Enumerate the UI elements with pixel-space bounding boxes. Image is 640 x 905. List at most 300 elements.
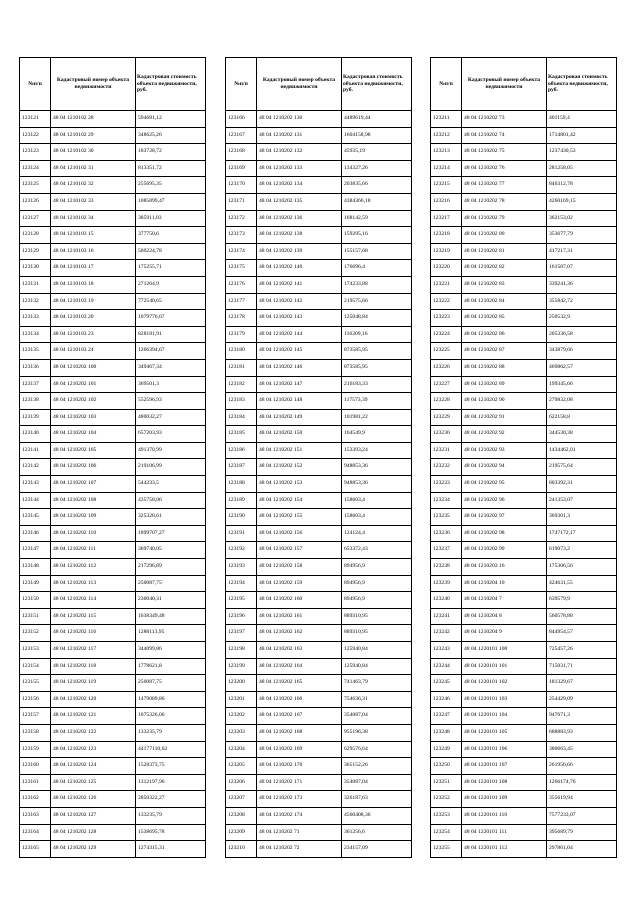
cadastral-value-cell: 955196,38 (342, 724, 412, 741)
cadastral-number-cell: 48 04 1210202 143 (257, 310, 342, 327)
cadastral-value-cell: 385911,03 (136, 210, 206, 227)
row-number-cell: 123162 (20, 791, 51, 808)
row-number-cell: 123180 (226, 343, 257, 360)
cadastral-number-cell: 48 04 1210202 75 (462, 144, 547, 161)
cadastral-value-cell: 4384366,18 (342, 193, 412, 210)
row-number-cell: 123142 (20, 459, 51, 476)
row-number-cell: 123239 (431, 575, 462, 592)
cadastral-number-cell: 48 04 1210202 171 (257, 774, 342, 791)
cadastral-value-cell: 125048,84 (342, 310, 412, 327)
table-row (20, 608, 206, 625)
row-number-cell: 123240 (431, 592, 462, 609)
row-number-cell: 123139 (20, 409, 51, 426)
cadastral-value-cell: 813351,72 (136, 160, 206, 177)
row-number-cell: 123145 (20, 509, 51, 526)
cadastral-value-cell: 889310,95 (342, 608, 412, 625)
table-row (20, 359, 206, 376)
cadastral-number-cell: 48 04 1210202 98 (462, 525, 547, 542)
cadastral-number-cell: 48 04 1220101 107 (462, 758, 547, 775)
row-number-cell: 123168 (226, 144, 257, 161)
cadastral-value-cell: 1528373,75 (136, 758, 206, 775)
row-number-cell: 123196 (226, 608, 257, 625)
cadastral-value-cell: 1079776,67 (136, 310, 206, 327)
cadastral-value-cell: 133235,79 (136, 807, 206, 824)
row-number-cell: 123212 (431, 127, 462, 144)
cadastral-value-cell: 715031,71 (547, 658, 617, 675)
row-number-cell: 123229 (431, 409, 462, 426)
row-number-cell: 123155 (20, 675, 51, 692)
row-number-cell: 123221 (431, 276, 462, 293)
cadastral-number-cell: 48 04 1210202 126 (51, 791, 136, 808)
cadastral-value-cell: 134327,26 (342, 160, 412, 177)
row-number-cell: 123214 (431, 160, 462, 177)
cadastral-value-cell: 1899707,27 (136, 525, 206, 542)
row-number-cell: 123245 (431, 675, 462, 692)
header-num: №п/п (431, 58, 462, 111)
table-row (20, 492, 206, 509)
cadastral-number-cell: 48 04 1210202 166 (257, 691, 342, 708)
header-cadastral-number: Кадастровый номер объекта недвижимости (51, 58, 136, 111)
row-number-cell: 123228 (431, 393, 462, 410)
cadastral-number-cell: 48 04 1210202 157 (257, 542, 342, 559)
row-number-cell: 123210 (226, 841, 257, 858)
cadastral-value-cell: 1604158,98 (342, 127, 412, 144)
table-row (20, 260, 206, 277)
table-row (226, 525, 412, 542)
cadastral-number-cell: 48 04 1210202 150 (257, 426, 342, 443)
cadastral-value-cell: 846312,78 (547, 177, 617, 194)
cadastral-number-cell: 48 04 1210103 16 (51, 243, 136, 260)
row-number-cell: 123243 (431, 642, 462, 659)
row-number-cell: 123136 (20, 359, 51, 376)
cadastral-value-cell: 219106,99 (136, 459, 206, 476)
table-row (20, 625, 206, 642)
table-row (20, 459, 206, 476)
cadastral-value-cell: 560224,78 (136, 243, 206, 260)
row-number-cell: 123161 (20, 774, 51, 791)
table-row (431, 326, 617, 343)
row-number-cell: 123156 (20, 691, 51, 708)
cadastral-value-cell: 361256,6 (342, 824, 412, 841)
table-row (431, 575, 617, 592)
cadastral-value-cell: 894956,9 (342, 559, 412, 576)
cadastral-number-cell: 48 04 1210202 94 (462, 459, 547, 476)
table-row (431, 824, 617, 841)
cadastral-value-cell: 159295,16 (342, 227, 412, 244)
row-number-cell: 123249 (431, 741, 462, 758)
cadastral-number-cell: 48 04 1210102 34 (51, 210, 136, 227)
cadastral-value-cell: 1288113,95 (136, 625, 206, 642)
table-header-row (431, 58, 617, 111)
cadastral-value-cell: 325328,61 (136, 509, 206, 526)
cadastral-table-1 (19, 57, 206, 858)
cadastral-value-cell: 948853,36 (342, 476, 412, 493)
table-row (226, 492, 412, 509)
table-row (226, 708, 412, 725)
row-number-cell: 123251 (431, 774, 462, 791)
cadastral-number-cell: 48 04 1210202 153 (257, 476, 342, 493)
cadastral-value-cell: 250087,75 (136, 575, 206, 592)
table-row (226, 824, 412, 841)
cadastral-value-cell: 725457,26 (547, 642, 617, 659)
cadastral-value-cell: 219575,64 (547, 459, 617, 476)
row-number-cell: 123204 (226, 741, 257, 758)
row-number-cell: 123124 (20, 160, 51, 177)
row-number-cell: 123211 (431, 111, 462, 128)
cadastral-value-cell: 124124,4 (342, 525, 412, 542)
cadastral-number-cell: 48 04 1210202 91 (462, 409, 547, 426)
cadastral-value-cell: 155157,68 (342, 243, 412, 260)
cadastral-value-cell: 158603,4 (342, 509, 412, 526)
table-row (20, 658, 206, 675)
row-number-cell: 123140 (20, 426, 51, 443)
cadastral-number-cell: 48 04 1210202 71 (257, 824, 342, 841)
table-row (226, 841, 412, 858)
row-number-cell: 123224 (431, 326, 462, 343)
row-number-cell: 123172 (226, 210, 257, 227)
cadastral-value-cell: 552596,93 (136, 393, 206, 410)
cadastral-value-cell: 241353,07 (547, 492, 617, 509)
cadastral-value-cell: 828181,91 (136, 326, 206, 343)
cadastral-value-cell: 469862,57 (547, 359, 617, 376)
table-row (431, 127, 617, 144)
row-number-cell: 123242 (431, 625, 462, 642)
row-number-cell: 123129 (20, 243, 51, 260)
cadastral-number-cell: 48 04 1210202 135 (257, 193, 342, 210)
table-row (20, 210, 206, 227)
row-number-cell: 123189 (226, 492, 257, 509)
row-number-cell: 123222 (431, 293, 462, 310)
cadastral-value-cell: 424631,55 (547, 575, 617, 592)
cadastral-number-cell: 48 04 1210202 163 (257, 642, 342, 659)
table-header-row (226, 58, 412, 111)
table-row (20, 841, 206, 858)
row-number-cell: 123201 (226, 691, 257, 708)
cadastral-number-cell: 48 04 1210202 146 (257, 359, 342, 376)
cadastral-number-cell: 48 04 1210202 121 (51, 708, 136, 725)
cadastral-number-cell: 48 04 1210202 92 (462, 426, 547, 443)
cadastral-value-cell: 344530,38 (547, 426, 617, 443)
row-number-cell: 123220 (431, 260, 462, 277)
table-row (20, 592, 206, 609)
cadastral-number-cell: 48 04 1210202 133 (257, 160, 342, 177)
table-row (226, 227, 412, 244)
cadastral-number-cell: 48 04 1210203 16 (462, 559, 547, 576)
cadastral-value-cell: 1266394,67 (136, 343, 206, 360)
cadastral-value-cell: 688883,93 (547, 724, 617, 741)
cadastral-value-cell: 435758,06 (136, 492, 206, 509)
cadastral-value-cell: 174233,88 (342, 276, 412, 293)
table-row (226, 741, 412, 758)
row-number-cell: 123226 (431, 359, 462, 376)
cadastral-number-cell: 48 04 1210202 104 (51, 426, 136, 443)
cadastral-number-cell: 48 04 1210202 77 (462, 177, 547, 194)
table-row (20, 791, 206, 808)
cadastral-number-cell: 48 04 1210204 10 (462, 575, 547, 592)
cadastral-number-cell: 48 04 1210202 154 (257, 492, 342, 509)
cadastral-number-cell: 48 04 1210202 84 (462, 293, 547, 310)
table-row (431, 193, 617, 210)
table-row (20, 111, 206, 128)
table-row (226, 807, 412, 824)
row-number-cell: 123225 (431, 343, 462, 360)
row-number-cell: 123215 (431, 177, 462, 194)
cadastral-number-cell: 48 04 1210202 120 (51, 691, 136, 708)
table-row (431, 492, 617, 509)
cadastral-value-cell: 297861,04 (547, 841, 617, 858)
table-row (226, 326, 412, 343)
row-number-cell: 123194 (226, 575, 257, 592)
row-number-cell: 123176 (226, 276, 257, 293)
row-number-cell: 123150 (20, 592, 51, 609)
cadastral-value-cell: 175306,56 (547, 559, 617, 576)
table-row (431, 293, 617, 310)
table-row (431, 758, 617, 775)
row-number-cell: 123185 (226, 426, 257, 443)
cadastral-number-cell: 48 04 1210202 88 (462, 359, 547, 376)
table-row (20, 376, 206, 393)
table-row (431, 376, 617, 393)
table-row (20, 343, 206, 360)
row-number-cell: 123128 (20, 227, 51, 244)
row-number-cell: 123207 (226, 791, 257, 808)
table-row (20, 525, 206, 542)
cadastral-number-cell: 48 04 1210202 138 (257, 227, 342, 244)
table-row (431, 774, 617, 791)
cadastral-value-cell: 947671,3 (547, 708, 617, 725)
table-row (20, 675, 206, 692)
cadastral-number-cell: 48 04 1210202 74 (462, 127, 547, 144)
cadastral-value-cell: 395689,79 (547, 824, 617, 841)
row-number-cell: 123182 (226, 376, 257, 393)
cadastral-number-cell: 48 04 1210202 159 (257, 575, 342, 592)
cadastral-value-cell: 2850322,27 (136, 791, 206, 808)
cadastral-number-cell: 48 04 1210202 103 (51, 409, 136, 426)
cadastral-number-cell: 48 04 1210202 72 (257, 841, 342, 858)
cadastral-number-cell: 48 04 1210202 99 (462, 542, 547, 559)
table-row (226, 459, 412, 476)
cadastral-number-cell: 48 04 1210202 149 (257, 409, 342, 426)
cadastral-value-cell: 948853,36 (342, 459, 412, 476)
cadastral-value-cell: 326187,63 (342, 791, 412, 808)
cadastral-value-cell: 1714801,42 (547, 127, 617, 144)
table-row (226, 658, 412, 675)
cadastral-value-cell: 133235,79 (136, 724, 206, 741)
table-row (20, 559, 206, 576)
cadastral-value-cell: 1778621,8 (136, 658, 206, 675)
table-row (226, 393, 412, 410)
cadastral-value-cell: 1274315,31 (136, 841, 206, 858)
table-row (431, 310, 617, 327)
cadastral-value-cell: 1266174,76 (547, 774, 617, 791)
row-number-cell: 123181 (226, 359, 257, 376)
cadastral-number-cell: 48 04 1220101 104 (462, 708, 547, 725)
cadastral-number-cell: 48 04 1210202 127 (51, 807, 136, 824)
cadastral-number-cell: 48 04 1210202 140 (257, 260, 342, 277)
cadastral-value-cell: 844954,57 (547, 625, 617, 642)
cadastral-number-cell: 48 04 1210202 117 (51, 642, 136, 659)
cadastral-number-cell: 48 04 1210202 161 (257, 608, 342, 625)
table-row (20, 708, 206, 725)
cadastral-value-cell: 44177110,62 (136, 741, 206, 758)
cadastral-number-cell: 48 04 1220101 100 (462, 642, 547, 659)
row-number-cell: 123179 (226, 326, 257, 343)
cadastral-value-cell: 279832,08 (547, 393, 617, 410)
cadastral-value-cell: 349467,34 (136, 359, 206, 376)
cadastral-value-cell: 181329,67 (547, 675, 617, 692)
cadastral-value-cell: 1479089,86 (136, 691, 206, 708)
cadastral-number-cell: 48 04 1210202 142 (257, 293, 342, 310)
row-number-cell: 123173 (226, 227, 257, 244)
cadastral-value-cell: 544233,5 (136, 476, 206, 493)
cadastral-number-cell: 48 04 1220101 102 (462, 675, 547, 692)
row-number-cell: 123236 (431, 525, 462, 542)
cadastral-number-cell: 48 04 1210202 164 (257, 658, 342, 675)
cadastral-number-cell: 48 04 1220101 112 (462, 841, 547, 858)
cadastral-number-cell: 48 04 1210202 128 (51, 824, 136, 841)
row-number-cell: 123134 (20, 326, 51, 343)
header-cadastral-value: Кадастровая стоимость объекта недвижимости, руб. (547, 58, 617, 111)
table-row (20, 642, 206, 659)
row-number-cell: 123148 (20, 559, 51, 576)
table-row (226, 359, 412, 376)
row-number-cell: 123159 (20, 741, 51, 758)
row-number-cell: 123231 (431, 442, 462, 459)
cadastral-number-cell: 48 04 1210202 109 (51, 509, 136, 526)
row-number-cell: 123192 (226, 542, 257, 559)
cadastral-value-cell: 653372,43 (342, 542, 412, 559)
cadastral-number-cell: 48 04 1210202 131 (257, 127, 342, 144)
cadastral-value-cell: 158603,4 (342, 492, 412, 509)
table-row (431, 409, 617, 426)
row-number-cell: 123218 (431, 227, 462, 244)
cadastral-number-cell: 48 04 1210202 168 (257, 724, 342, 741)
row-number-cell: 123167 (226, 127, 257, 144)
cadastral-value-cell: 401159,4 (547, 111, 617, 128)
table-row (226, 177, 412, 194)
cadastral-number-cell: 48 04 1210202 139 (257, 243, 342, 260)
row-number-cell: 123248 (431, 724, 462, 741)
table-row (226, 343, 412, 360)
row-number-cell: 123130 (20, 260, 51, 277)
row-number-cell: 123137 (20, 376, 51, 393)
cadastral-value-cell: 355619,94 (547, 791, 617, 808)
row-number-cell: 123253 (431, 807, 462, 824)
table-row (20, 575, 206, 592)
row-number-cell: 123241 (431, 608, 462, 625)
row-number-cell: 123232 (431, 459, 462, 476)
cadastral-value-cell: 348625,26 (136, 127, 206, 144)
cadastral-number-cell: 48 04 1210204 9 (462, 625, 547, 642)
table-row (20, 177, 206, 194)
row-number-cell: 123165 (20, 841, 51, 858)
cadastral-number-cell: 48 04 1210202 79 (462, 210, 547, 227)
table-row (226, 509, 412, 526)
row-number-cell: 123153 (20, 642, 51, 659)
table-row (20, 310, 206, 327)
table-row (431, 608, 617, 625)
cadastral-number-cell: 48 04 1210202 73 (462, 111, 547, 128)
table-row (20, 276, 206, 293)
cadastral-value-cell: 377750,6 (136, 227, 206, 244)
row-number-cell: 123135 (20, 343, 51, 360)
table-row (431, 476, 617, 493)
cadastral-value-cell: 353677,79 (547, 227, 617, 244)
row-number-cell: 123157 (20, 708, 51, 725)
cadastral-value-cell: 894956,9 (342, 592, 412, 609)
cadastral-number-cell: 48 04 1210202 113 (51, 575, 136, 592)
cadastral-number-cell: 48 04 1210103 15 (51, 227, 136, 244)
cadastral-number-cell: 48 04 1210202 89 (462, 376, 547, 393)
cadastral-number-cell: 48 04 1210202 78 (462, 193, 547, 210)
table-header-row (20, 58, 206, 111)
cadastral-number-cell: 48 04 1210202 105 (51, 442, 136, 459)
row-number-cell: 123163 (20, 807, 51, 824)
row-number-cell: 123188 (226, 476, 257, 493)
cadastral-value-cell: 741463,79 (342, 675, 412, 692)
cadastral-value-cell: 369501,3 (136, 376, 206, 393)
row-number-cell: 123199 (226, 658, 257, 675)
row-number-cell: 123217 (431, 210, 462, 227)
row-number-cell: 123132 (20, 293, 51, 310)
cadastral-number-cell: 48 04 1210202 90 (462, 393, 547, 410)
cadastral-value-cell: 355842,72 (547, 293, 617, 310)
cadastral-number-cell: 48 04 1210202 80 (462, 227, 547, 244)
cadastral-value-cell: 1237430,53 (547, 144, 617, 161)
cadastral-number-cell: 48 04 1210102 30 (51, 144, 136, 161)
table-row (20, 758, 206, 775)
cadastral-value-cell: 629576,64 (342, 741, 412, 758)
cadastral-number-cell: 48 04 1210202 100 (51, 359, 136, 376)
cadastral-number-cell: 48 04 1220101 103 (462, 691, 547, 708)
cadastral-number-cell: 48 04 1210202 147 (257, 376, 342, 393)
row-number-cell: 123254 (431, 824, 462, 841)
cadastral-value-cell: 1312197,96 (136, 774, 206, 791)
cadastral-value-cell: 125940,84 (342, 642, 412, 659)
row-number-cell: 123147 (20, 542, 51, 559)
row-number-cell: 123144 (20, 492, 51, 509)
table-row (431, 442, 617, 459)
cadastral-value-cell: 354087,04 (342, 774, 412, 791)
table-row (226, 691, 412, 708)
table-row (226, 774, 412, 791)
row-number-cell: 123183 (226, 393, 257, 410)
table-row (20, 393, 206, 410)
cadastral-number-cell: 48 04 1210103 19 (51, 293, 136, 310)
cadastral-number-cell: 48 04 1210202 152 (257, 459, 342, 476)
cadastral-value-cell: 622158,8 (547, 409, 617, 426)
row-number-cell: 123200 (226, 675, 257, 692)
table-row (20, 476, 206, 493)
table-row (431, 724, 617, 741)
cadastral-value-cell: 176696,4 (342, 260, 412, 277)
cadastral-value-cell: 203835,66 (342, 177, 412, 194)
table-row (431, 807, 617, 824)
cadastral-number-cell: 48 04 1220101 110 (462, 807, 547, 824)
table-row (226, 791, 412, 808)
row-number-cell: 123125 (20, 177, 51, 194)
cadastral-value-cell: 1434462,01 (547, 442, 617, 459)
cadastral-value-cell: 217296,89 (136, 559, 206, 576)
table-row (20, 509, 206, 526)
row-number-cell: 123219 (431, 243, 462, 260)
table-row (431, 642, 617, 659)
table-row (226, 758, 412, 775)
cadastral-value-cell: 894956,9 (342, 575, 412, 592)
row-number-cell: 123227 (431, 376, 462, 393)
cadastral-number-cell: 48 04 1210202 93 (462, 442, 547, 459)
cadastral-number-cell: 48 04 1210202 136 (257, 210, 342, 227)
